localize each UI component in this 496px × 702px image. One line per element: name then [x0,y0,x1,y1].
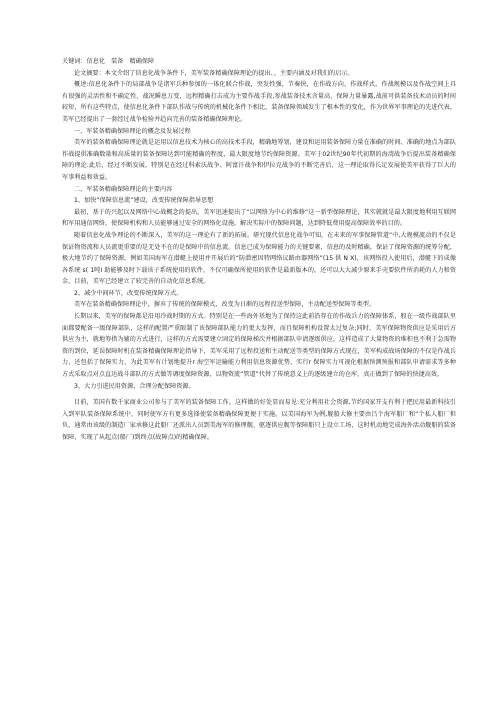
closing-paragraph: 目前，美国有数千家商业公司参与了美军的装备保障工作，这样做的好处显而易见:充分利用社会资源,节约国家开支有利于把民用最新科技引入到军队装备保障系统中，同时使军方有更多选择使装备精确保障更便于实施。以美国海军为例,舰船大修主要由吕个海军船厂和“个私人船厂担负，通常由该级的制造厂家承修这此船厂还派出人员到美海军的修理舰、驱逐供应舰等保障船只上设立工场，这时机动地完成海外活动舰船的装备保障，实现了从起点(船厂)到终点(故障点)的精确保障。 [62,399,456,441]
subsection-heading-1: 1、加快“保障信息流”建设，改变传统保障指导思想 [74,197,214,205]
document-page [62,56,456,444]
overview-paragraph: 概述:信息化条件下的局部战争是诸军兵种参加的一体化联合作战，突发性强，节奏快，在作战方向、作战样式、作战规模以及作战空间上具有很强的灵活性和不确定性，战况瞬息万变，远程精确打击成为主要作战手段,参战装备技术含量高，保障力量暴露,战前可供装备技术动员的时间较短，所有这些特点，使信息化条件下部队作战与传统的机械化条件下相比，装备保障领域发生了根本性的变化，作为世界军事理论的先进代表，美军已经提出了一套经过战争检验并趋向完善的装备精确保障理论。 [62,81,456,123]
subsection-2-paragraph: 美军在装备精确保障理论中，摒弃了传统的保障模式，改变为日渐的远程投送型保障，主动配送型保障等类型。 [74,301,376,309]
section-heading-1: 一、军装备精确保障理论的概念及发展过程 [74,127,191,135]
subsection-2-paragraph-2: 长期以来，美军的保障都是沿用冷战时期的方式。特别是在一些海外基地为了保持这此前沿存在的作战兵力的保障体系，般在一级作战部队里面都要配备一级保障部队，这样的配置严重限制了该保障部队能力的更大发挥，而且保障机构设置太过复杂;同时，美军保障物资供应是采用后方供应为主，就地筹措为辅的方式进行，这样的方式需要建立固定的保障梯次并根据部队申请逐级供应，这样造成了大量物资的堆积也不利于急需物资的到位，延误保障时机在装备精确保障理论指导下，美军采用了远程投送和主动配送等类型的保障方式现在，美军构成战场保障的不仅是作战兵力，还包括了保障实力，为此美军有计划地提升r 海空军运输能力利用信息资源优势，实行r 保障实力可视化根据预测预报和部队申请需求等多种方式采取点对点直达战斗部队的方式做等调度保障资源，以物资流“管道”代替了传统意义上的逐级建立的仓库，真正做到了保障的快捷高效。 [62,313,456,379]
subsection-heading-2: 2、减少中间环节，改变传统保障方式。 [74,289,183,297]
section-heading-2: 二、军装备精确保障理论的主要内容 [74,185,173,193]
section-1-paragraph: 美军的装备精确保障理论就是运用以信息技术为核心的高技术手段，精确地筹划，建设和运用装备保障力量在准确的时间、准确的地点为部队作战提供准确数量和高质量的装备保障达到可能精确的程度，最大限度地节约保障资源。美军于02世纪90年代初期的海湾战争后提出装备精确保障的理论.此后，经过不断发展，特别是在经过科索沃战争、阿富汗战争和伊拉克战争的不断完善后，这一理论取得长足发展使美军获得了巨大的军事利益和效益。 [62,139,456,181]
subsection-1-paragraph-2: 随着信息化战争理论的不断深入，美军的这一理论有了新的拓展。研究现代信息化战争可知，在未来的军事保障管道“中,大规模流动的不仅是保证物资流和人员流更重要的是无处不在的是保障中的信息流。信息已成为保障能力的关键要素，信息的及时精确，保证了保障资源的统筹分配，极大地节约了保障资源。例如美国海军在潜艇上使用并开展后的“防潜密因特网络议路由器网络”(15 供 N X)，该网络投入使用后，潜艇下的成像各系统 s( 1吨I 助能够及时下载该子系统使用的软件，不仅可确保所使用的软件是最新版本的，还可以大大减少原来手壳要软件所消耗的人力和资金，目前，美军已经建立了较完善的自动化信息系统。 [62,231,456,286]
keywords-line: 关键词：信息化 装备 精确保障 [62,58,155,65]
subsection-1-paragraph: 最初，基于的兴起以及网络中心战概念的提出，美军迅速提出了“以网络为中心的维修”这一新型保障理论，其实就就是最大限度地利用互联网和军用通信网络，使保障机构和人员能够通过安全的网络化设施，解决实际中的保障问题，达到降低费用提高保障效率的目的。 [62,208,456,228]
subsection-heading-3: 3、大力引进民用资源，合理分配保障资源。 [74,382,195,390]
abstract-paragraph: 论文摘要：本文介绍了信息化战争条件下，美军装备精确保障理论的提出、、主要内涵及对我们的启示。 [74,69,354,77]
